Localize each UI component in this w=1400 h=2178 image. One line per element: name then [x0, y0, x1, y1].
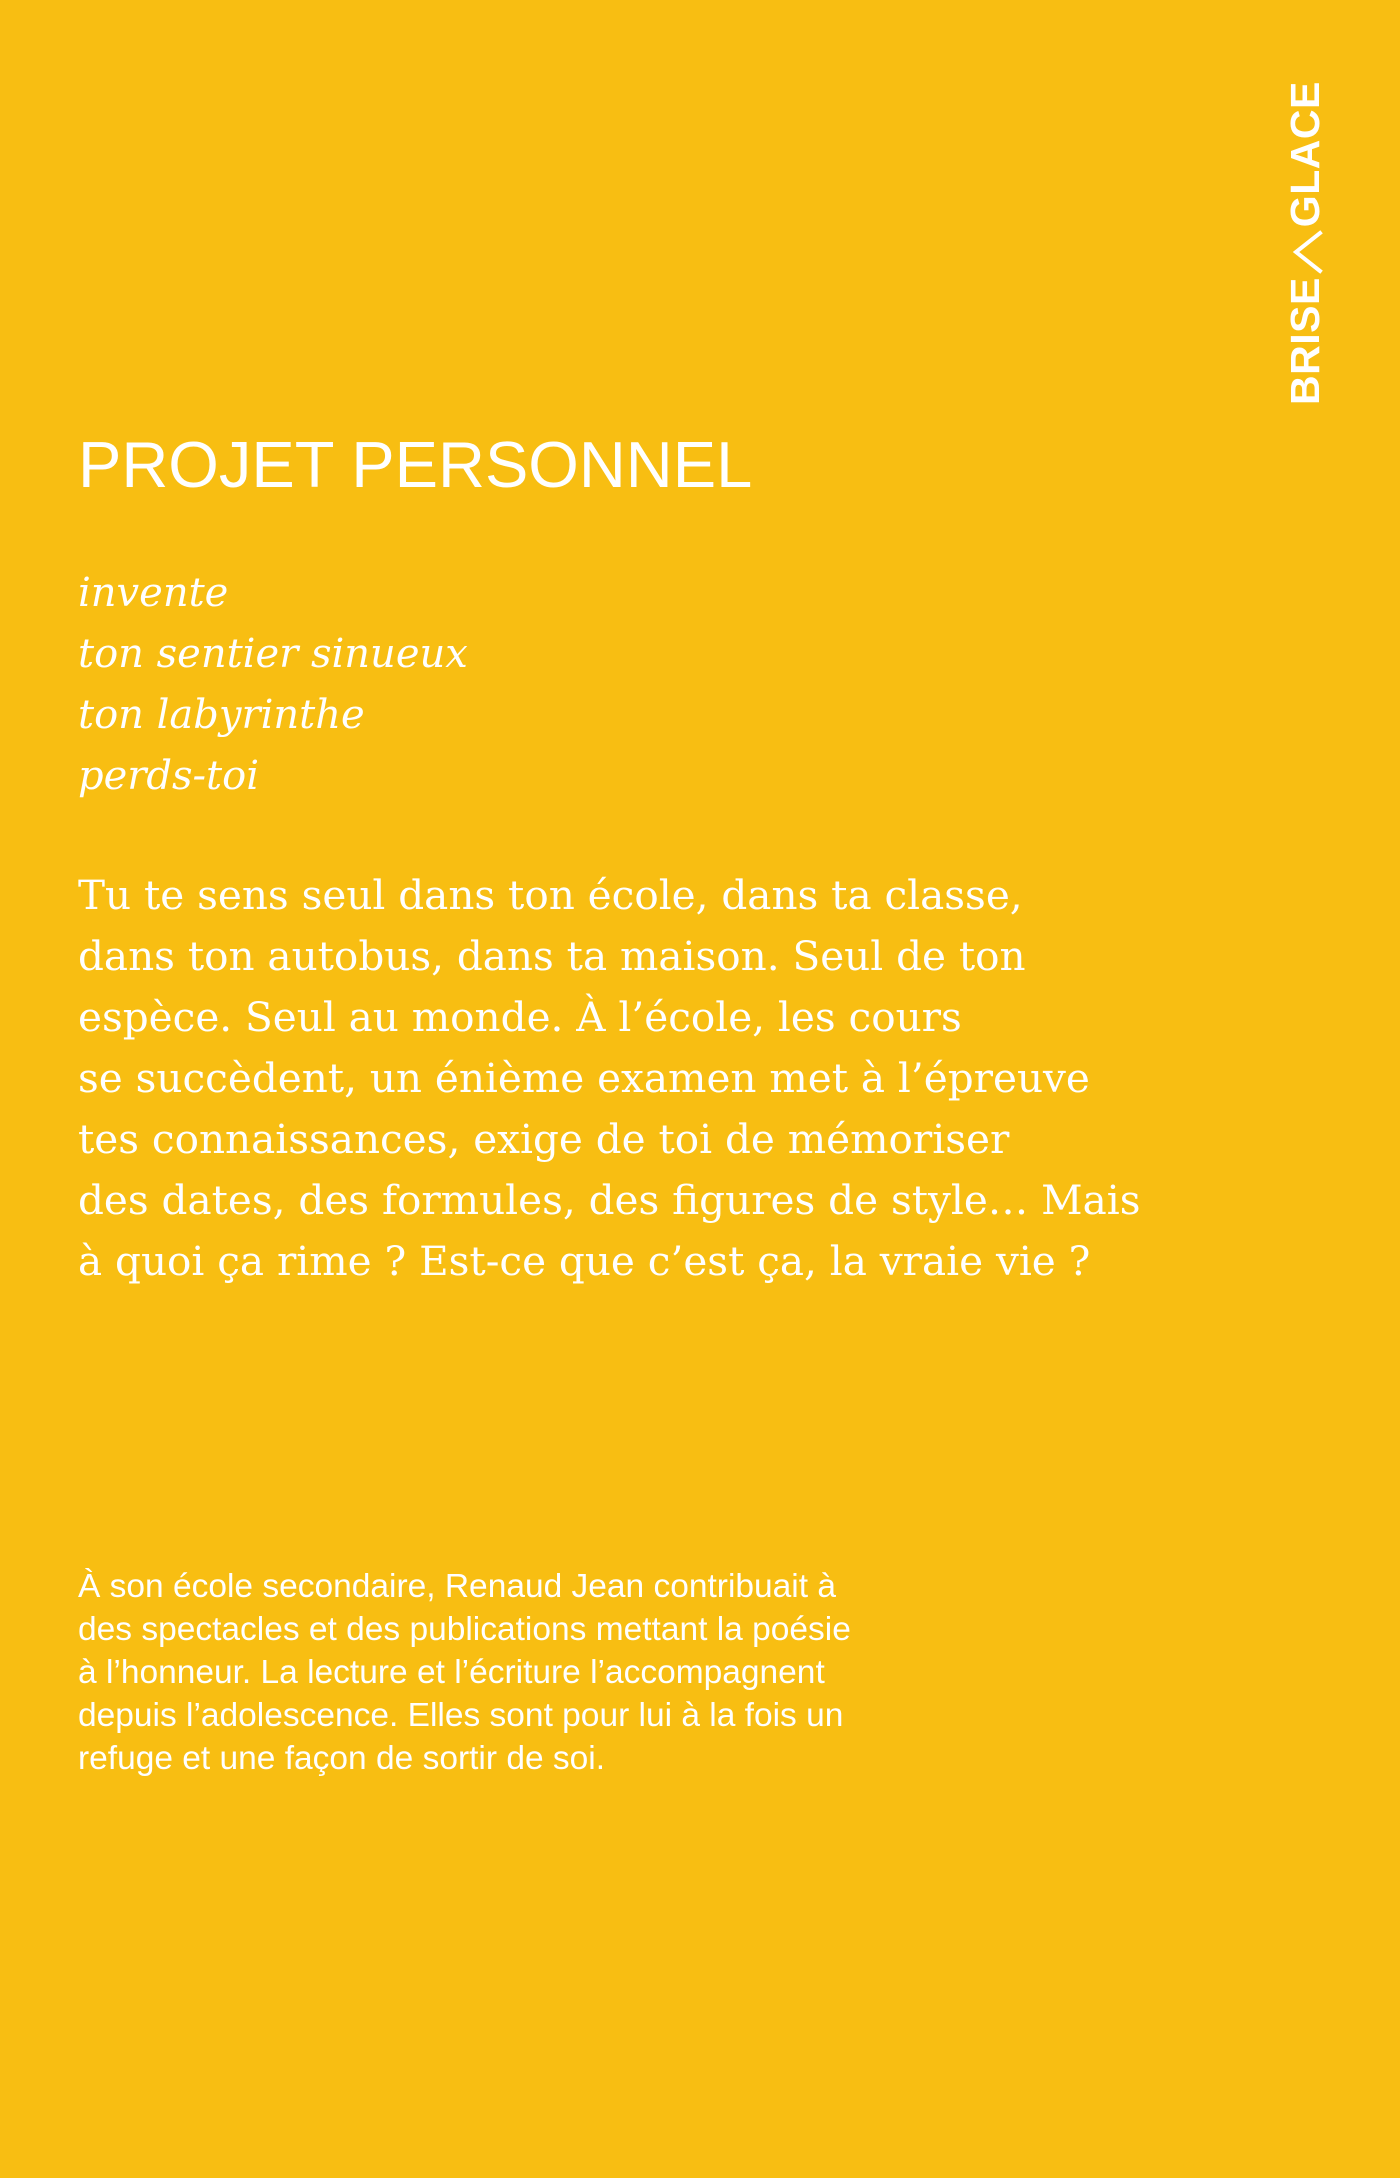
poem-line: invente — [78, 570, 229, 616]
blurb-line: tes connaissances, exige de toi de mémoriser — [78, 1115, 1010, 1163]
logo-word-brise: BRISE — [1281, 277, 1328, 405]
poem-excerpt — [78, 563, 468, 807]
blurb-line: des dates, des formules, des figures de style… Mais — [78, 1176, 1141, 1224]
publisher-logo — [1280, 75, 1330, 405]
bio-line: à l’honneur. La lecture et l’écriture l’accompagnent — [78, 1654, 825, 1691]
poem-line: ton sentier sinueux — [78, 631, 468, 677]
book-blurb — [78, 865, 1208, 1292]
poem-line: ton labyrinthe — [78, 692, 365, 738]
blurb-line: dans ton autobus, dans ta maison. Seul de ton — [78, 932, 1026, 980]
bio-line: refuge et une façon de sortir de soi. — [78, 1740, 606, 1777]
bio-line: des spectacles et des publications mettant la poésie — [78, 1611, 851, 1648]
blurb-line: espèce. Seul au monde. À l’école, les cours — [78, 993, 962, 1041]
chevron-up-icon — [1282, 229, 1328, 275]
blurb-line: Tu te sens seul dans ton école, dans ta classe, — [78, 871, 1023, 919]
poem-line: perds-toi — [78, 753, 259, 799]
blurb-line: se succèdent, un énième examen met à l’épreuve — [78, 1054, 1090, 1102]
author-bio — [78, 1565, 1078, 1780]
blurb-line: à quoi ça rime ? Est-ce que c’est ça, la vraie vie ? — [78, 1237, 1091, 1285]
bio-line: À son école secondaire, Renaud Jean contribuait à — [78, 1568, 836, 1605]
bio-line: depuis l’adolescence. Elles sont pour lui à la fois un — [78, 1697, 844, 1734]
book-title: PROJET PERSONNEL — [78, 428, 753, 501]
logo-word-glace: GLACE — [1281, 81, 1328, 228]
publisher-logo-wordmark — [1280, 75, 1330, 405]
